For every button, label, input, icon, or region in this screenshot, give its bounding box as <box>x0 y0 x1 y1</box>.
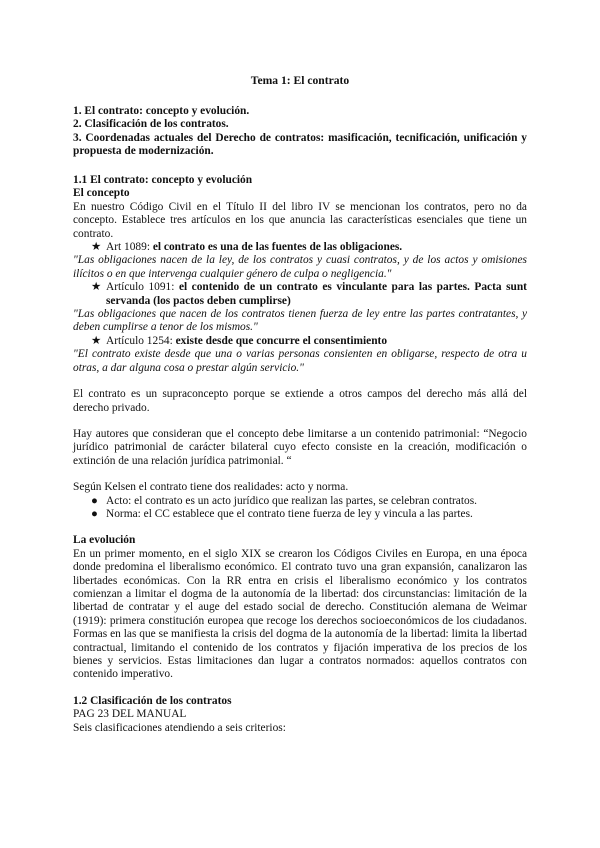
article-quote: "Las obligaciones que nacen de los contratos tienen fuerza de ley entre las partes contratantes, y deben cumplirse a tenor de los mismos." <box>73 308 527 334</box>
dot-bullet-icon: ● <box>91 494 98 507</box>
article-item <box>73 241 527 254</box>
toc-item: 1. El contrato: concepto y evolución. <box>73 105 250 117</box>
star-bullet-icon: ★ <box>91 334 102 347</box>
toc-item: 2. Clasificación de los contratos. <box>73 118 229 131</box>
paragraph: Hay autores que consideran que el concepto debe limitarse a un contenido patrimonial: “Negocio jurídico patrimonial de carácter bilateral cuyo efecto consiste en la creación, modificación o extinción de una relación jurídica patrimonial. “ <box>73 427 527 467</box>
article-item <box>73 335 527 348</box>
star-bullet-icon: ★ <box>91 281 102 294</box>
list-item-text: Acto: el contrato es un acto jurídico que realizan las partes, se celebran contratos. <box>106 494 477 507</box>
star-bullet-icon: ★ <box>91 241 102 254</box>
paragraph: El contrato es un supraconcepto porque se extiende a otros campos del derecho más allá del derecho privado. <box>73 388 527 414</box>
section-1 <box>73 174 527 735</box>
article-summary: el contrato es una de las fuentes de las obligaciones. <box>152 241 403 254</box>
section-heading: 1.2 Clasificación de los contratos <box>73 694 232 707</box>
article-label: Artículo 1091: <box>106 281 179 294</box>
paragraph: En un primer momento, en el siglo XIX se crearon los Códigos Civiles en Europa, en una época donde predomina el liberalismo económico. El contrato tuvo una gran expansión, canalizaron las libertades económicas. Con la RR entra en crisis el liberalismo económico y los contratos comienzan a limitar el dogma de la autonomía de la libertad: dos circunstancias: limitación de la libertad de contratar y el auge del estado social de derecho. Constitución alemana de Weimar (1919): primera constitución europea que recoge los derechos socioeconómicos de los ciudadanos. Formas en las que se manifiesta la crisis del dogma de la autonomía de la libertad: limita la libertad contractual, limitando el contenido de los contratos y fijación imperativa de los precios de los bienes y servicios. Estas limitaciones dan lugar a contratos normados: aquellos contratos con contenido imperativo. <box>73 547 527 681</box>
document-title: Tema 1: El contrato <box>250 74 350 87</box>
subsection-heading: El concepto <box>73 187 130 200</box>
article-quote: "El contrato existe desde que una o varias personas consienten en obligarse, respecto de otra u otras, a dar alguna cosa o prestar algún servicio." <box>73 348 527 374</box>
paragraph: Seis clasificaciones atendiendo a seis criterios: <box>73 721 286 734</box>
article-item <box>73 281 527 308</box>
paragraph: En nuestro Código Civil en el Título II del libro IV se mencionan los contratos, pero no da concepto. Establece tres artículos en los que anuncia las características esenciales que tiene un contrato. <box>73 200 527 240</box>
list-item-text: Norma: el CC establece que el contrato tiene fuerza de ley y vincula a las partes. <box>106 507 473 520</box>
section-heading: 1.1 El contrato: concepto y evolución <box>73 174 253 186</box>
list-item <box>73 508 527 521</box>
paragraph: Según Kelsen el contrato tiene dos realidades: acto y norma. <box>73 481 349 494</box>
article-label: Artículo 1254: <box>106 334 176 347</box>
toc-item: 3. Coordenadas actuales del Derecho de contratos: masificación, tecnificación, unificación y propuesta de modernización. <box>73 131 527 158</box>
table-of-contents <box>73 105 527 159</box>
article-quote: "Las obligaciones nacen de la ley, de los contratos y cuasi contratos, y de los actos y omisiones ilícitos o en que intervenga cualquier género de culpa o negligencia." <box>73 254 527 280</box>
list-item <box>73 495 527 508</box>
paragraph: PAG 23 DEL MANUAL <box>73 708 187 721</box>
article-summary: existe desde que concurre el consentimiento <box>175 334 388 347</box>
article-label: Art 1089: <box>106 241 153 254</box>
dot-bullet-icon: ● <box>91 507 98 520</box>
subsection-heading: La evolución <box>73 534 136 547</box>
article-summary: el contenido de un contrato es vinculante para las partes. Pacta sunt servanda (los pactos deben cumplirse) <box>106 281 527 307</box>
